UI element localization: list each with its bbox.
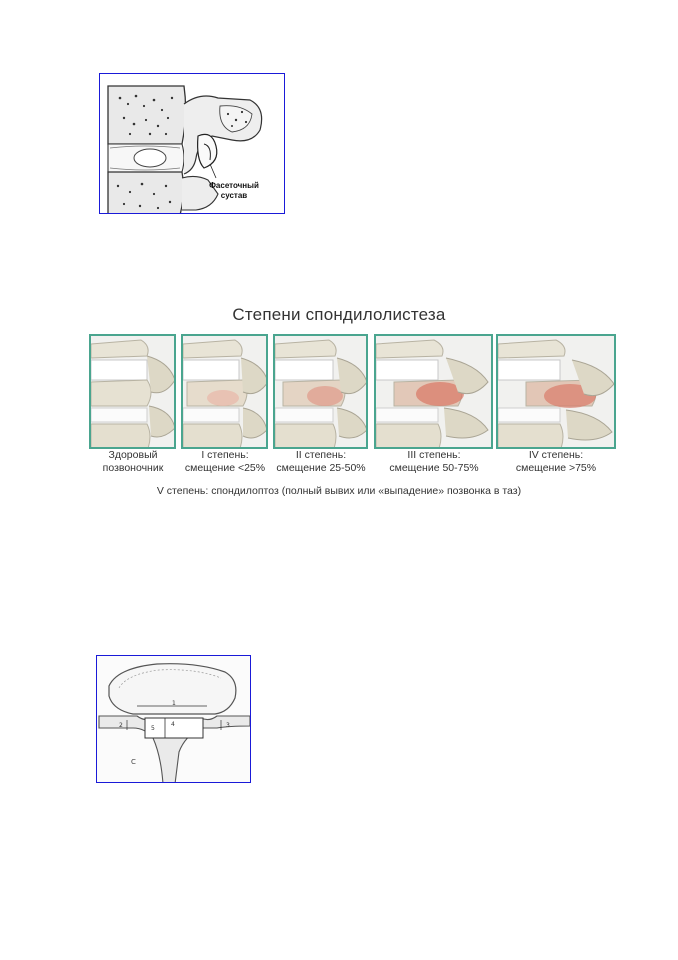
- facet-caption-line2: сустав: [220, 191, 248, 200]
- vertebra-cross-section-illustration: [97, 656, 251, 783]
- label-2: 2: [119, 722, 123, 729]
- stage-label-line2: смещение 25-50%: [276, 462, 366, 474]
- stage-label-line1: I степень:: [201, 449, 249, 461]
- grade3-spine-image: [376, 336, 493, 449]
- stage-label-line2: позвоночник: [102, 462, 164, 474]
- stage-label-grade3: [376, 449, 492, 475]
- grade4-spine-image: [498, 336, 616, 449]
- stage-label-line1: II степень:: [295, 449, 347, 461]
- stage-panel-healthy: [89, 334, 176, 449]
- grade2-spine-image: [275, 336, 368, 449]
- facet-joint-figure: [99, 73, 285, 214]
- stage-label-line2: смещение >75%: [515, 462, 597, 474]
- stage-label-line1: IV степень:: [528, 449, 584, 461]
- label-3: 3: [226, 722, 230, 729]
- label-4: 4: [171, 721, 175, 728]
- spondyloptosis-note: V степень: спондилоптоз (полный вывих или «выпадение» позвонка в таз): [156, 485, 522, 497]
- stage-label-grade4: [498, 449, 614, 475]
- stage-label-line1: III степень:: [407, 449, 461, 461]
- stage-panel-grade2: [273, 334, 368, 449]
- facet-joint-caption: [202, 181, 266, 201]
- spondylolisthesis-title: Степени спондилолистеза: [232, 305, 446, 324]
- stage-panel-grade3: [374, 334, 493, 449]
- label-5: 5: [151, 725, 155, 732]
- stage-label-line2: смещение <25%: [184, 462, 266, 474]
- stage-label-healthy: [84, 449, 182, 475]
- stage-panel-grade4: [496, 334, 616, 449]
- stage-label-line2: смещение 50-75%: [389, 462, 479, 474]
- stage-label-grade1: [176, 449, 274, 475]
- label-c: C: [131, 758, 136, 766]
- stage-label-grade2: [268, 449, 374, 475]
- stage-label-line1: Здоровый: [108, 449, 158, 461]
- healthy-spine-image: [91, 336, 176, 449]
- label-1: 1: [172, 700, 176, 707]
- vertebra-cross-section-figure: [96, 655, 251, 783]
- stage-panel-grade1: [181, 334, 268, 449]
- grade1-spine-image: [183, 336, 268, 449]
- facet-caption-line1: Фасеточный: [209, 181, 259, 190]
